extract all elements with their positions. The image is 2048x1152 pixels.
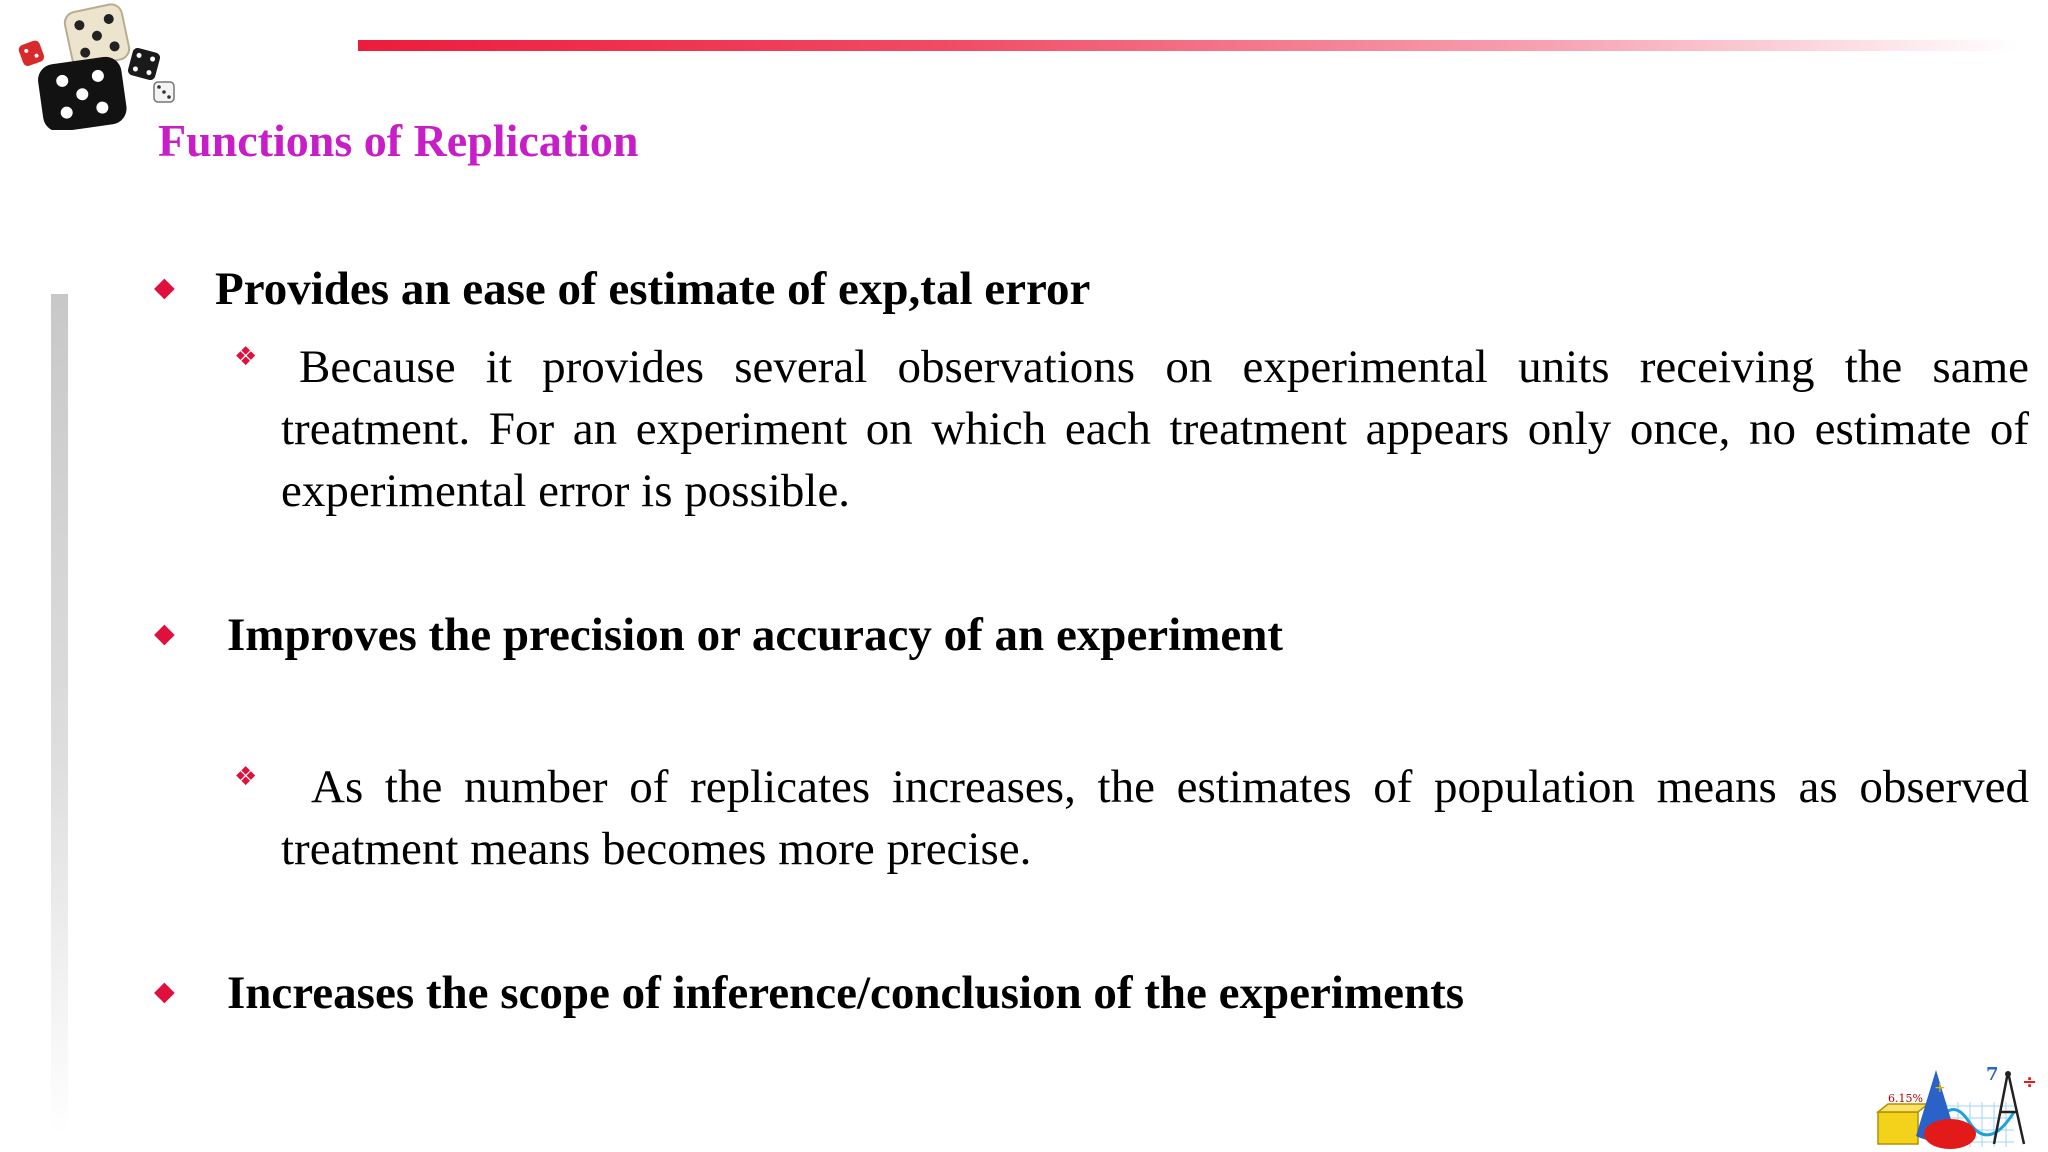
bullet-heading-1: Provides an ease of estimate of exp,tal error bbox=[215, 263, 1091, 315]
clover-bullet-icon: ❖ bbox=[234, 762, 258, 792]
diamond-bullet-icon: ◆ bbox=[154, 618, 175, 649]
svg-text:+: + bbox=[1934, 1080, 1946, 1096]
bullet-text-1: Because it provides several observations on experimental units receiving the same treatment. For an experiment on which each treatment appears only once, no estimate of experimental error is possible. bbox=[281, 341, 2029, 517]
math-shapes-icon bbox=[1874, 1062, 2044, 1150]
svg-text:6.15%: 6.15% bbox=[1888, 1092, 1923, 1105]
header-accent-bar bbox=[358, 40, 2018, 51]
svg-text:7: 7 bbox=[1986, 1064, 1999, 1085]
bullet-heading-2: Improves the precision or accuracy of an experiment bbox=[227, 609, 1284, 661]
dice-icon bbox=[8, 2, 178, 130]
bullet-heading-3: Increases the scope of inference/conclusion of the experiments bbox=[227, 967, 1465, 1019]
clover-bullet-icon: ❖ bbox=[234, 342, 258, 372]
svg-text:÷: ÷ bbox=[2022, 1072, 2038, 1093]
diamond-bullet-icon: ◆ bbox=[154, 976, 175, 1007]
slide-title: Functions of Replication bbox=[158, 115, 639, 166]
side-accent-bar bbox=[51, 294, 68, 1136]
bullet-text-2: As the number of replicates increases, the estimates of population means as observed treatment means becomes more precise. bbox=[281, 761, 2029, 875]
diamond-bullet-icon: ◆ bbox=[154, 272, 175, 303]
